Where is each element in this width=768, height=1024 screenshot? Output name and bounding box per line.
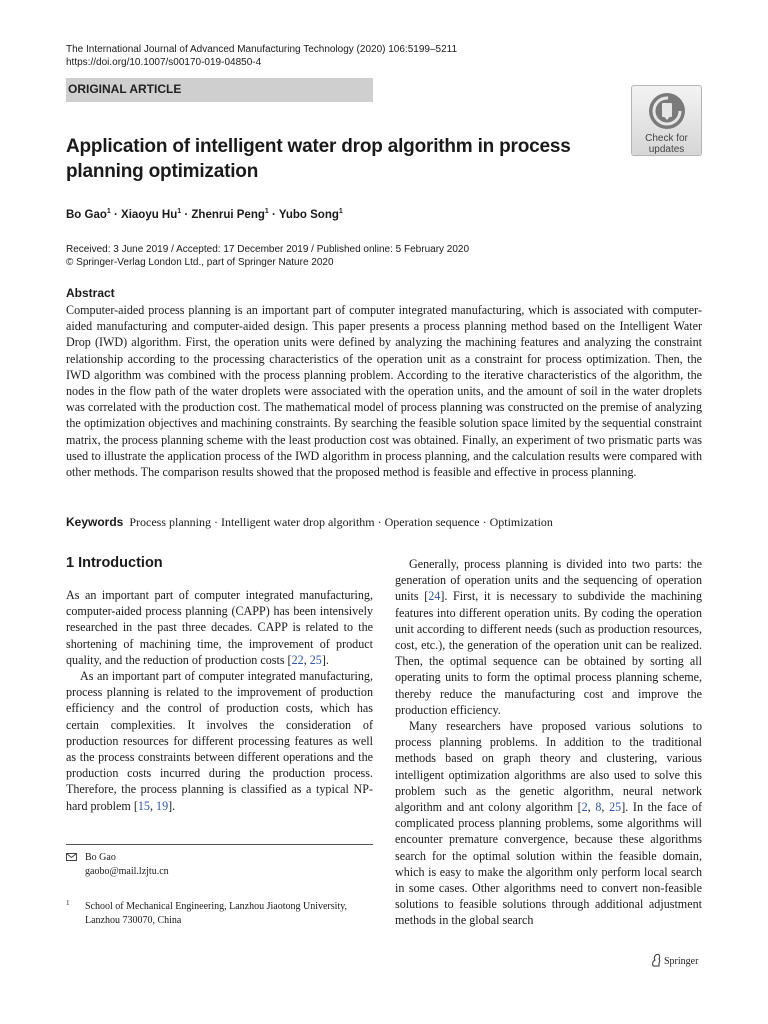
author-list <box>66 204 343 223</box>
copyright-notice: © Springer-Verlag London Ltd., part of Springer Nature 2020 <box>66 257 334 268</box>
corresponding-author-email[interactable]: gaobo@mail.lzjtu.cn <box>85 866 169 877</box>
affiliation-marker: 1 <box>177 208 182 215</box>
citation-link[interactable]: 2 <box>581 800 588 815</box>
check-for-updates-icon <box>647 91 687 131</box>
affiliation-marker: 1 <box>264 208 269 215</box>
publication-dates: Received: 3 June 2019 / Accepted: 17 December 2019 / Published online: 5 February 2020 <box>66 244 470 255</box>
paragraph-text: As an important part of computer integrated manufacturing, process planning is related to the improvement of production efficiency and the control of production costs, which has certain complexities. It involves the consideration of production resources for different processing features as well as the process constraints between different operations and the production costs incurred during the production process. Therefore, the process planning is classified as a typical NP-hard problem [ <box>66 669 373 813</box>
paragraph-text-end: ]. <box>168 798 176 813</box>
section-heading: 1 Introduction <box>66 555 163 571</box>
article-type-banner: ORIGINAL ARTICLE <box>66 78 373 102</box>
keywords-list: Process planning · Intelligent water drop algorithm · Operation sequence · Optimization <box>129 515 553 529</box>
check-for-updates-badge[interactable] <box>631 85 702 156</box>
citation-link[interactable]: 8 <box>595 800 602 815</box>
abstract-heading: Abstract <box>66 286 115 300</box>
author-name[interactable]: Zhenrui Peng <box>191 209 265 221</box>
citation-link[interactable]: 24 <box>428 589 441 604</box>
author-separator: · <box>181 209 192 221</box>
citation-separator: , <box>587 800 596 815</box>
abstract-body: Computer-aided process planning is an important part of computer integrated manufacturing, which is associated with computer-aided manufacturing and computer-aided design. This paper presents a process planning method based on the Intelligent Water Drop (IWD) algorithm. First, the operation units were defined by analyzing the machining features and analyzing the constraint relationship according to the processing characteristics of the operation unit as a constraint for process optimization. Then, the IWD algorithm was combined with the process planning problem. According to the iterative characteristics of the algorithm, the nodes in the flow path of the water droplets were associated with the operation units, and the amount of soil in the water droplets was correlated with the production cost. The mathematical model of process planning was constructed on the premise of analyzing the optimization objectives and machining constraints. By searching the feasible solution space limited by the sequential constraint matrix, the process planning scheme with the least production cost was obtained. Finally, an experiment of two prismatic parts was used to illustrate the application process of the IWD algorithm in process planning, and the calculation results were compared with other methods. The comparison results showed that the proposed method is feasible and effective in process planning. <box>66 303 702 480</box>
body-paragraph <box>66 587 373 668</box>
affiliation-number: 1 <box>66 899 70 907</box>
author-separator: · <box>268 209 279 221</box>
citation-link[interactable]: 19 <box>156 798 169 813</box>
affiliation-marker: 1 <box>106 208 111 215</box>
check-updates-label-2: updates <box>648 144 685 155</box>
right-column <box>395 556 702 929</box>
body-paragraph <box>395 556 702 718</box>
envelope-icon <box>66 853 77 861</box>
author-name[interactable]: Bo Gao <box>66 209 107 221</box>
paragraph-text: Many researchers have proposed various solutions to process planning problems. In addition to the traditional methods based on graph theory and clustering, various intelligent optimization algorithms are also used to solve this problem such as the genetic algorithm, neural network algorithm and ant colony algorithm [ <box>395 719 702 815</box>
springer-horse-icon <box>650 953 662 967</box>
citation-link[interactable]: 22 <box>291 652 304 667</box>
footnote-divider <box>66 844 373 845</box>
keywords-label: Keywords <box>66 515 124 529</box>
body-paragraph <box>66 668 373 814</box>
citation-link[interactable]: 25 <box>309 652 322 667</box>
citation-separator: , <box>149 798 157 813</box>
citation-link[interactable]: 15 <box>137 798 150 813</box>
doi-link[interactable]: https://doi.org/10.1007/s00170-019-04850-4 <box>66 57 262 68</box>
paragraph-text-end: ]. In the face of complicated process planning problems, some algorithms will encounter premature convergence, because these algorithms search for the optimal solution within the feasible domain, which is easy to make the algorithm only perform local search in some cases. Other algorithms need to convert non-feasible solutions to feasible solutions through additional adjustment methods in the global search <box>395 800 703 928</box>
author-separator: · <box>110 209 122 221</box>
author-name[interactable]: Yubo Song <box>278 209 339 221</box>
body-paragraph <box>395 718 702 929</box>
paper-title: Application of intelligent water drop algorithm in process planning optimization <box>66 136 571 182</box>
keywords-line <box>66 515 706 530</box>
citation-separator: , <box>303 652 310 667</box>
citation-separator: , <box>601 800 610 815</box>
affiliation-marker: 1 <box>338 208 343 215</box>
paragraph-text-end: ]. First, it is necessary to subdivide the machining features into different operation units. By coding the operation unit according to different needs (such as production resources, cost, etc.), the generation of the operation unit can be realized. Then, the optimal sequence can be obtained by sorting all operating units to form the optimal process planning scheme, thereby reduce the manufacturing cost and improve the production efficiency. <box>395 589 702 717</box>
paragraph-text-end: ]. <box>321 652 329 667</box>
citation-link[interactable]: 25 <box>609 800 622 815</box>
author-name[interactable]: Xiaoyu Hu <box>121 209 178 221</box>
publisher-name: Springer <box>664 956 699 967</box>
check-updates-label: Check for <box>645 133 688 144</box>
publisher-logo <box>650 953 698 969</box>
left-column <box>66 555 373 814</box>
journal-citation: The International Journal of Advanced Manufacturing Technology (2020) 106:5199–5211 <box>66 44 458 55</box>
paragraph-text: As an important part of computer integrated manufacturing, computer-aided process planning (CAPP) has been intensively researched in the past three decades. CAPP is related to the shortening of machining time, the improvement of product quality, and the reduction of production costs [ <box>66 588 373 667</box>
paragraph-text: Generally, process planning is divided into two parts: the generation of operation units and the sequencing of operation units [ <box>395 557 702 604</box>
corresponding-author-name: Bo Gao <box>85 852 116 863</box>
affiliation-text: School of Mechanical Engineering, Lanzhou Jiaotong University, Lanzhou 730070, China <box>85 901 348 926</box>
